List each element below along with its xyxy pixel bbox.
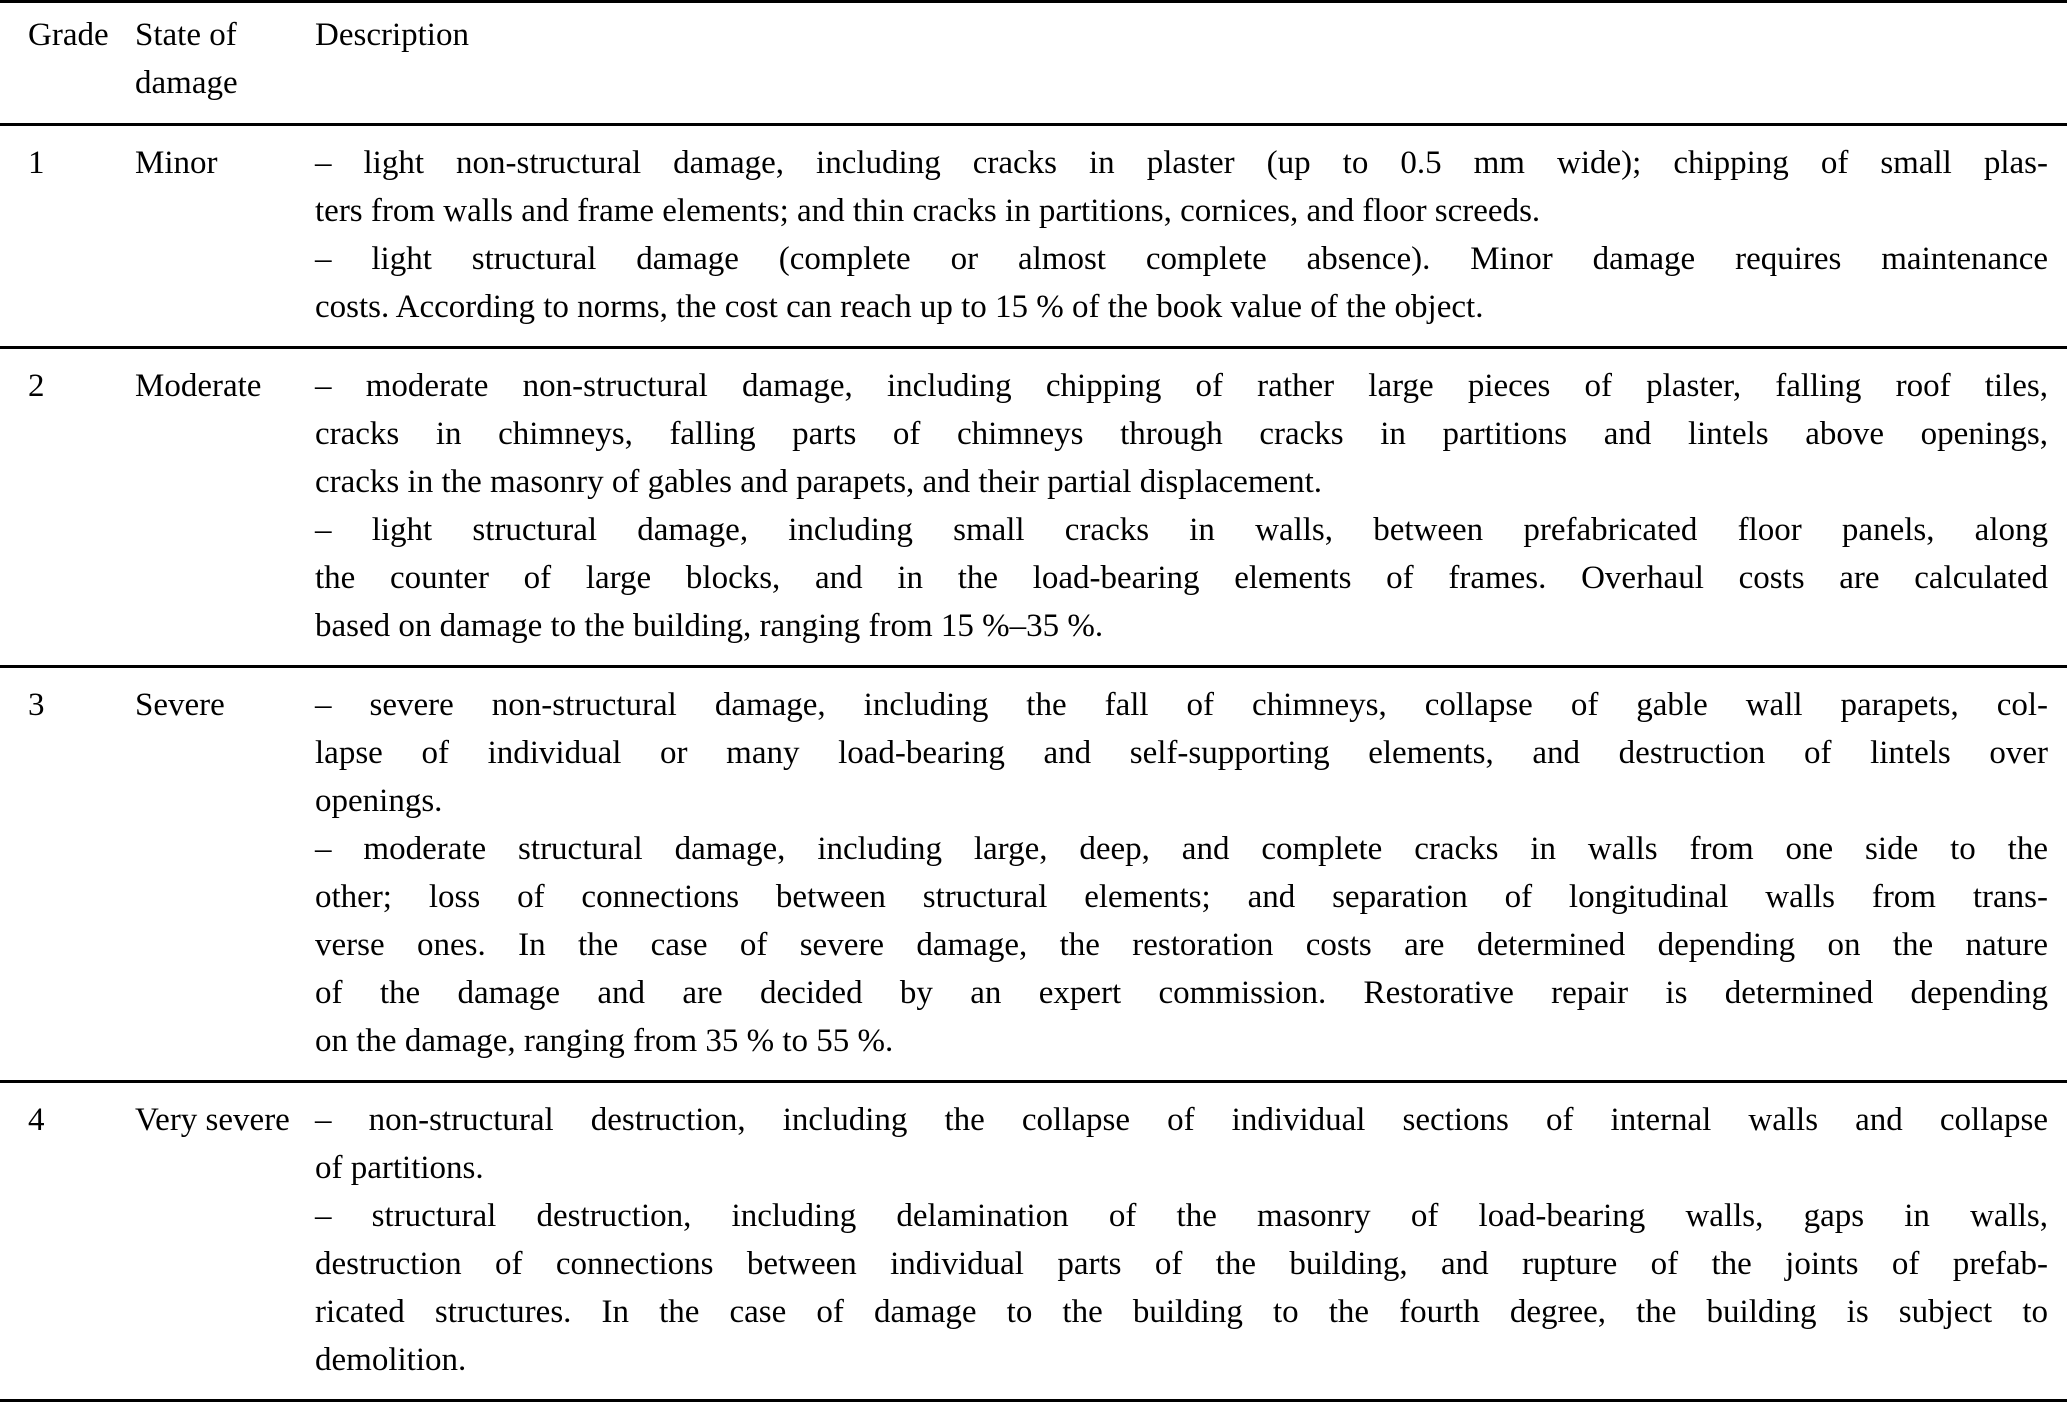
description-line: – severe non-structural damage, including the fall of chimneys, collapse of gable wall parapets, col- bbox=[315, 687, 2048, 723]
description-line: of partitions. bbox=[315, 1150, 484, 1186]
description-paragraph bbox=[315, 1192, 2048, 1384]
description-cell bbox=[315, 1082, 2067, 1401]
description-line: based on damage to the building, ranging from 15 %–35 %. bbox=[315, 608, 1104, 644]
description-line: cracks in the masonry of gables and parapets, and their partial displacement. bbox=[315, 464, 1323, 500]
table-row bbox=[0, 125, 2067, 348]
table-body bbox=[0, 125, 2067, 1401]
column-header-state-of-damage: State of damage bbox=[135, 17, 238, 101]
description-paragraph bbox=[315, 362, 2048, 506]
table-row bbox=[0, 667, 2067, 1082]
table-header bbox=[0, 2, 2067, 125]
table-row bbox=[0, 348, 2067, 667]
description-paragraph bbox=[315, 506, 2048, 650]
grade-cell: 1 bbox=[28, 145, 45, 181]
state-of-damage-cell: Moderate bbox=[135, 368, 262, 404]
column-header-grade: Grade bbox=[28, 17, 109, 53]
description-line: openings. bbox=[315, 783, 443, 819]
description-line: ricated structures. In the case of damage to the building to the fourth degree, the building is subject to bbox=[315, 1294, 2048, 1330]
description-line: – structural destruction, including delamination of the masonry of load-bearing walls, gaps in walls, bbox=[315, 1198, 2048, 1234]
description-line: cracks in chimneys, falling parts of chimneys through cracks in partitions and lintels above openings, bbox=[315, 416, 2048, 452]
description-line: on the damage, ranging from 35 % to 55 %. bbox=[315, 1023, 894, 1059]
description-paragraph bbox=[315, 1096, 2048, 1192]
description-line: other; loss of connections between structural elements; and separation of longitudinal walls from trans- bbox=[315, 879, 2048, 915]
grade-cell: 2 bbox=[28, 368, 45, 404]
description-paragraph bbox=[315, 139, 2048, 235]
description-cell bbox=[315, 125, 2067, 348]
description-line: – light structural damage (complete or almost complete absence). Minor damage requires maintenance bbox=[315, 241, 2048, 277]
description-line: lapse of individual or many load-bearing and self-supporting elements, and destruction of lintels over bbox=[315, 735, 2048, 771]
description-line: – light structural damage, including small cracks in walls, between prefabricated floor panels, along bbox=[315, 512, 2048, 548]
description-line: – moderate non-structural damage, including chipping of rather large pieces of plaster, falling roof tiles, bbox=[315, 368, 2048, 404]
description-paragraph bbox=[315, 235, 2048, 331]
description-paragraph bbox=[315, 825, 2048, 1065]
description-line: verse ones. In the case of severe damage, the restoration costs are determined depending on the nature bbox=[315, 927, 2048, 963]
state-of-damage-cell: Very severe bbox=[135, 1102, 290, 1138]
state-of-damage-cell: Minor bbox=[135, 145, 218, 181]
description-line: ters from walls and frame elements; and thin cracks in partitions, cornices, and floor screeds. bbox=[315, 193, 1541, 229]
description-line: destruction of connections between individual parts of the building, and rupture of the joints of prefab- bbox=[315, 1246, 2048, 1282]
description-cell bbox=[315, 667, 2067, 1082]
grade-cell: 4 bbox=[28, 1102, 45, 1138]
description-cell bbox=[315, 348, 2067, 667]
description-line: of the damage and are decided by an expert commission. Restorative repair is determined depending bbox=[315, 975, 2048, 1011]
grade-cell: 3 bbox=[28, 687, 45, 723]
description-line: – non-structural destruction, including the collapse of individual sections of internal walls and collapse bbox=[315, 1102, 2048, 1138]
state-of-damage-cell: Severe bbox=[135, 687, 225, 723]
description-line: costs. According to norms, the cost can reach up to 15 % of the book value of the object. bbox=[315, 289, 1484, 325]
table-row bbox=[0, 1082, 2067, 1401]
description-line: – light non-structural damage, including cracks in plaster (up to 0.5 mm wide); chipping of small plas- bbox=[315, 145, 2048, 181]
description-line: the counter of large blocks, and in the load-bearing elements of frames. Overhaul costs are calculated bbox=[315, 560, 2048, 596]
description-paragraph bbox=[315, 681, 2048, 825]
table-header-row bbox=[0, 2, 2067, 125]
column-header-description: Description bbox=[315, 17, 469, 53]
description-line: – moderate structural damage, including large, deep, and complete cracks in walls from one side to the bbox=[315, 831, 2048, 867]
description-line: demolition. bbox=[315, 1342, 467, 1378]
